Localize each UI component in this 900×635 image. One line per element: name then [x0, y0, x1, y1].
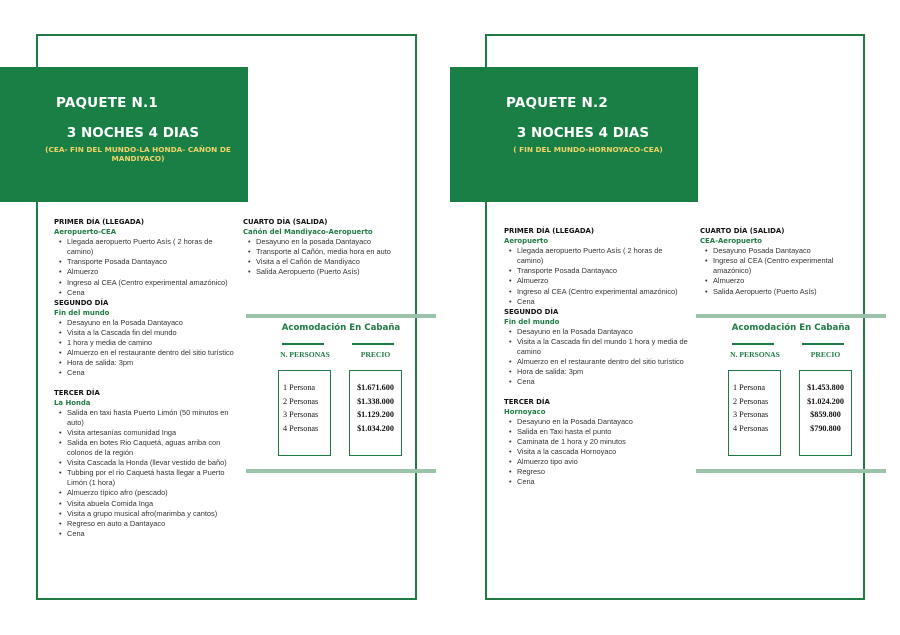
list-item: • Visita artesanías comunidad Inga [67, 428, 239, 438]
accommodation-title: Acomodación En Cabaña [281, 323, 401, 333]
list-item: • Visita a el Cañón de Mandiyaco [256, 257, 413, 267]
accommodation-table [246, 314, 436, 474]
divider [696, 469, 886, 473]
list-item: • Transporte al Cañón, media hora en auto [256, 247, 413, 257]
itinerary-column [243, 217, 413, 278]
list-item: • Cena [67, 288, 239, 298]
list-item: • Almuerzo [67, 267, 239, 277]
list-item: • Desayuno en la Posada Dantayaco [67, 318, 239, 328]
day-title: TERCER DÍA [54, 388, 100, 397]
price-cell [349, 370, 402, 456]
persons-header: N. PERSONAS [280, 350, 330, 359]
package-title: PAQUETE N.2 [506, 95, 608, 111]
day-route: Fin del mundo [504, 317, 560, 326]
price-cell [799, 370, 852, 456]
list-item: • Ingreso al CEA (Centro experimental amazónico) [67, 278, 239, 288]
day-activities [504, 246, 689, 307]
divider [246, 469, 436, 473]
list-item: • Cena [67, 368, 239, 378]
day-activities [243, 237, 413, 277]
day-activities [54, 318, 239, 379]
day-route: Fin del mundo [54, 308, 110, 317]
list-item: • Almuerzo [713, 276, 865, 286]
divider [802, 343, 844, 345]
list-item: • Salida en Taxi hasta el punto [517, 427, 689, 437]
list-item: • Salida Aeropuerto (Puerto Asís) [256, 267, 413, 277]
itinerary-column [700, 226, 865, 297]
list-item: • Cena [517, 297, 689, 307]
list-item: • Cena [67, 529, 239, 539]
day-title: TERCER DÍA [504, 397, 550, 406]
nights-days: 3 NOCHES 4 DIAS [66, 125, 200, 141]
day-title: SEGUNDO DÍA [504, 307, 559, 316]
day-route: Aeropuerto [504, 237, 549, 246]
persons-cell [278, 370, 331, 456]
persons-value: 2 Personas [733, 396, 769, 406]
price-value: $1.034.200 [357, 423, 394, 433]
price-value: $1.338.000 [357, 396, 394, 406]
list-item: • Almuerzo [517, 276, 689, 286]
list-item: • Cena [517, 377, 689, 387]
list-item: • Almuerzo típico afro (pescado) [67, 488, 239, 498]
list-item: • Hora de salida: 3pm [517, 367, 689, 377]
list-item: • Llegada aeropuerto Puerto Asís ( 2 horas de camino) [67, 237, 239, 257]
package-route: ( FIN DEL MUNDO-HORNOYACO-CEA) [513, 145, 663, 154]
list-item: • Ingreso al CEA (Centro experimental amazónico) [517, 287, 689, 297]
package-banner [0, 67, 248, 202]
list-item: • Visita abuela Comida Inga [67, 499, 239, 509]
list-item: • Regreso en auto a Dantayaco [67, 519, 239, 529]
day-route: Aeropuerto-CEA [54, 228, 117, 237]
price-value: $790.800 [810, 423, 841, 433]
day-route: CEA-Aeropuerto [700, 237, 763, 246]
persons-value: 1 Persona [733, 383, 766, 392]
divider [352, 343, 394, 345]
price-header: PRECIO [360, 350, 391, 359]
list-item: • Tubbing por el rio Caquetá hasta llegar a Puerto Limón (1 hora) [67, 468, 239, 488]
day-route: La Honda [54, 398, 91, 407]
divider [696, 314, 886, 318]
persons-value: 1 Persona [283, 383, 316, 392]
package-2-page [450, 0, 900, 635]
day-activities [54, 237, 239, 298]
price-value: $1.129.200 [357, 410, 394, 420]
divider [246, 314, 436, 318]
list-item: • Desayuno en la posada Dantayaco [256, 237, 413, 247]
list-item: • Desayuno en la Posada Dantayaco [517, 327, 689, 337]
day-route: Cañón del Mandiyaco-Aeropuerto [243, 228, 373, 237]
list-item: • Salida en taxi hasta Puerto Limón (50 minutos en auto) [67, 408, 239, 428]
itinerary-column [54, 217, 239, 539]
persons-value: 3 Personas [733, 410, 769, 420]
list-item: • Llegada aeropuerto Puerto Asís ( 2 horas de camino) [517, 246, 689, 266]
day-activities [700, 246, 865, 296]
accommodation-table [696, 314, 886, 474]
day-title: SEGUNDO DÍA [54, 298, 109, 307]
itinerary-column [504, 226, 689, 487]
persons-value: 3 Personas [283, 410, 319, 420]
list-item: • Visita a la cascada Hornoyaco [517, 447, 689, 457]
price-header: PRECIO [810, 350, 841, 359]
list-item: • Visita a la Cascada fin del mundo 1 hora y media de camino [517, 337, 689, 357]
list-item: • Caminata de 1 hora y 20 minutos [517, 437, 689, 447]
day-title: PRIMER DÍA (LLEGADA) [54, 218, 145, 226]
list-item: • Almuerzo tipo avio [517, 457, 689, 467]
list-item: • Cena [517, 477, 689, 487]
list-item: • Almuerzo en el restaurante dentro del sitio turístico [517, 357, 689, 367]
list-item: • Ingreso al CEA (Centro experimental amazónico) [713, 256, 865, 276]
day-route: Hornoyaco [504, 407, 546, 416]
list-item: • Almuerzo en el restaurante dentro del sitio turístico [67, 348, 239, 358]
day-activities [54, 408, 239, 539]
package-banner [450, 67, 698, 202]
persons-value: 2 Personas [283, 396, 319, 406]
package-route: (CEA- FIN DEL MUNDO-LA HONDA- CAÑON DE MANDIYACO) [45, 145, 231, 163]
list-item: • Hora de salida: 3pm [67, 358, 239, 368]
nights-days: 3 NOCHES 4 DIAS [516, 125, 650, 141]
list-item: • Visita a grupo musical afro(marimba y cantos) [67, 509, 239, 519]
persons-value: 4 Personas [283, 423, 319, 433]
day-title: PRIMER DÍA (LLEGADA) [504, 227, 595, 235]
persons-cell [728, 370, 781, 456]
list-item: • 1 hora y media de camino [67, 338, 239, 348]
list-item: • Visita a la Cascada fin del mundo [67, 328, 239, 338]
list-item: • Transporte Posada Dantayaco [517, 266, 689, 276]
list-item: • Desayuno Posada Dantayaco [713, 246, 865, 256]
list-item: • Salida en botes Rio Caquetá, aguas arriba con colonos de la región [67, 438, 239, 458]
day-activities [504, 327, 689, 388]
list-item: • Regreso [517, 467, 689, 477]
persons-header: N. PERSONAS [730, 350, 780, 359]
day-title: CUARTO DÍA (SALIDA) [243, 218, 328, 226]
day-title: CUARTO DÍA (SALIDA) [700, 227, 785, 235]
price-value: $1.024.200 [807, 396, 844, 406]
list-item: • Transporte Posada Dantayaco [67, 257, 239, 267]
accommodation-title: Acomodación En Cabaña [731, 323, 851, 333]
list-item: • Salida Aeropuerto (Puerto Asís) [713, 287, 865, 297]
price-value: $1.671.600 [357, 383, 394, 392]
price-value: $859.800 [810, 410, 841, 420]
list-item: • Desayuno en la Posada Dantayaco [517, 417, 689, 427]
divider [732, 343, 774, 345]
day-activities [504, 417, 689, 488]
list-item: • Visita Cascada la Honda (llevar vestido de baño) [67, 458, 239, 468]
price-value: $1.453.800 [807, 383, 844, 392]
persons-value: 4 Personas [733, 423, 769, 433]
package-title: PAQUETE N.1 [56, 95, 158, 111]
divider [282, 343, 324, 345]
